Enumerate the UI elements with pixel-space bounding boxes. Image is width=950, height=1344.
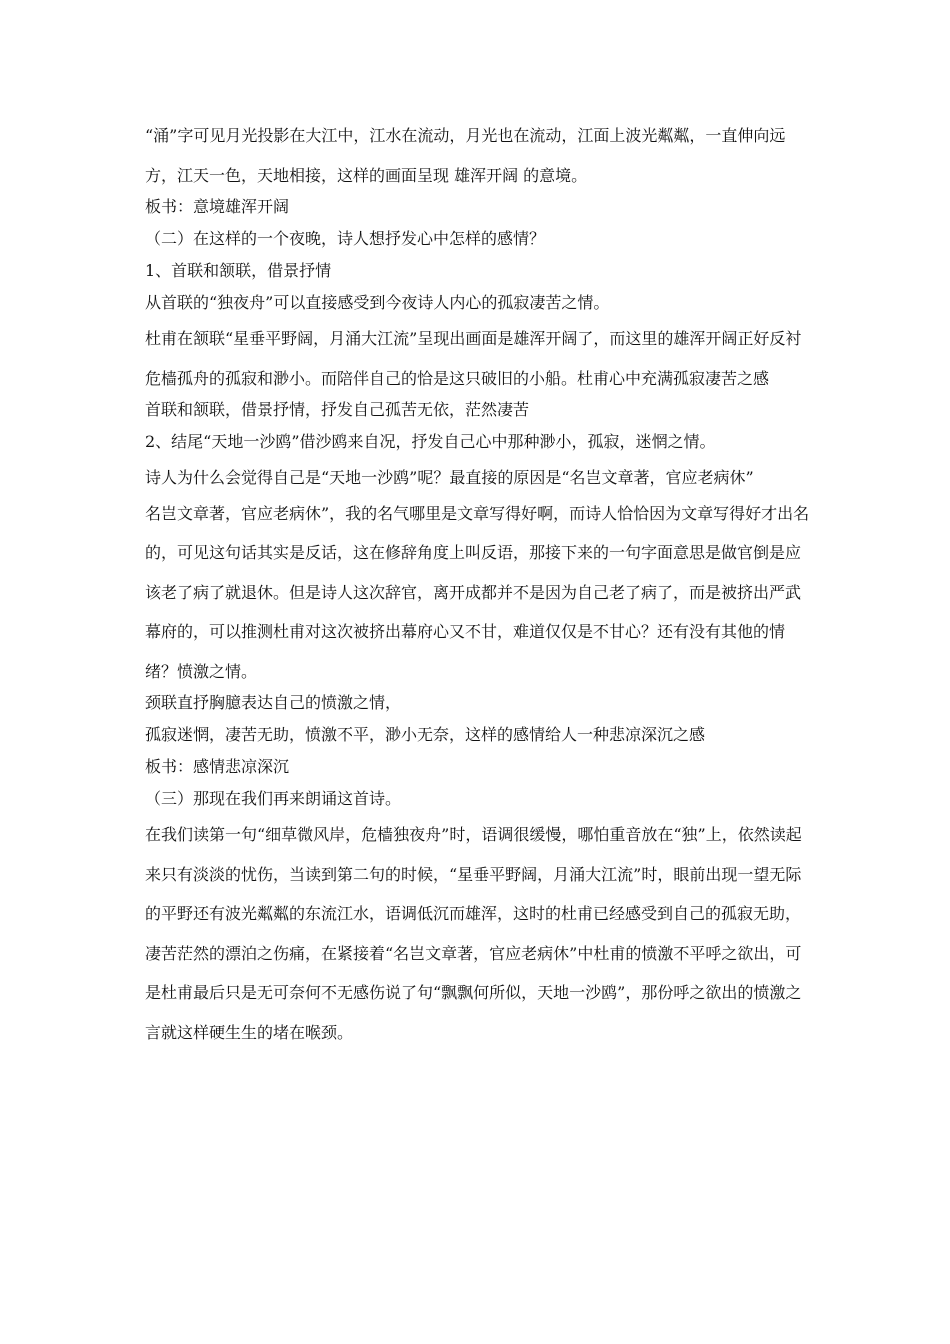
- paragraph-emotions-summary: 孤寂迷惘，凄苦无助，愤激不平，渺小无奈，这样的感情给人一种悲凉深沉之感: [145, 725, 706, 744]
- blackboard-note-imagery: 板书：意境雄浑开阔: [145, 197, 290, 216]
- blackboard-note-emotion: 板书：感情悲凉深沉: [145, 757, 290, 776]
- summary-couplets: 首联和颔联，借景抒情，抒发自己孤苦无依，茫然凄苦: [145, 400, 530, 419]
- section-heading-two: （二）在这样的一个夜晚，诗人想抒发心中怎样的感情？: [145, 229, 546, 248]
- paragraph-moon-surging: “涌”字可见月光投影在大江中，江水在流动，月光也在流动，江面上波光粼粼，一直伸向远方，江天一色，天地相接，这样的画面呈现 雄浑开阔 的意境。: [145, 126, 786, 185]
- paragraph-first-couplet: 从首联的“独夜舟”可以直接感受到今夜诗人内心的孤寂凄苦之情。: [145, 293, 610, 312]
- paragraph-irony-analysis: 名岂文章著，官应老病休”，我的名气哪里是文章写得好啊，而诗人恰恰因为文章写得好才出名的，可见这句话其实是反话，这在修辞角度上叫反语，那接下来的一句字面意思是做官倒是应该老了病了就退休。但是诗人这次辞官，离开成都并不是因为自己老了病了，而是被挤出严武幕府的，可以推测杜甫对这次被挤出幕府心又不甘，难道仅仅是不甘心？还有没有其他的情绪？愤激之情。: [145, 503, 810, 681]
- paragraph-recitation: 在我们读第一句“细草微风岸，危樯独夜舟”时，语调很缓慢，哪怕重音放在“独”上，依然读起来只有淡淡的忧伤，当读到第二句的时候，“星垂平野阔，月涌大江流”时，眼前出现一望无际的平野还有波光粼粼的东流江水，语调低沉而雄浑，这时的杜甫已经感受到自己的孤寂无助，凄苦茫然的漂泊之伤痛，在紧接着“名岂文章著，官应老病休”中杜甫的愤激不平呼之欲出，可是杜甫最后只是无可奈何不无感伤说了句“飘飘何所似，天地一沙鸥”，那份呼之欲出的愤激之言就这样硬生生的堵在喉颈。: [145, 825, 802, 1042]
- section-heading-three: （三）那现在我们再来朗诵这首诗。: [145, 789, 402, 808]
- paragraph-why-seagull: 诗人为什么会觉得自己是“天地一沙鸥”呢？最直接的原因是“名岂文章著，官应老病休”: [145, 468, 754, 487]
- paragraph-neck-couplet: 颈联直抒胸臆表达自己的愤激之情，: [145, 693, 402, 712]
- point-one-heading: 1、首联和颔联，借景抒情: [145, 261, 332, 280]
- paragraph-second-couplet: 杜甫在颔联“星垂平野阔，月涌大江流”呈现出画面是雄浑开阔了，而这里的雄浑开阔正好反衬危樯孤舟的孤寂和渺小。而陪伴自己的恰是这只破旧的小船。杜甫心中充满孤寂凄苦之感: [145, 329, 802, 388]
- document-body: [145, 116, 810, 1048]
- point-two-heading: 2、结尾“天地一沙鸥”借沙鸥来自况，抒发自己心中那种渺小，孤寂，迷惘之情。: [145, 432, 716, 451]
